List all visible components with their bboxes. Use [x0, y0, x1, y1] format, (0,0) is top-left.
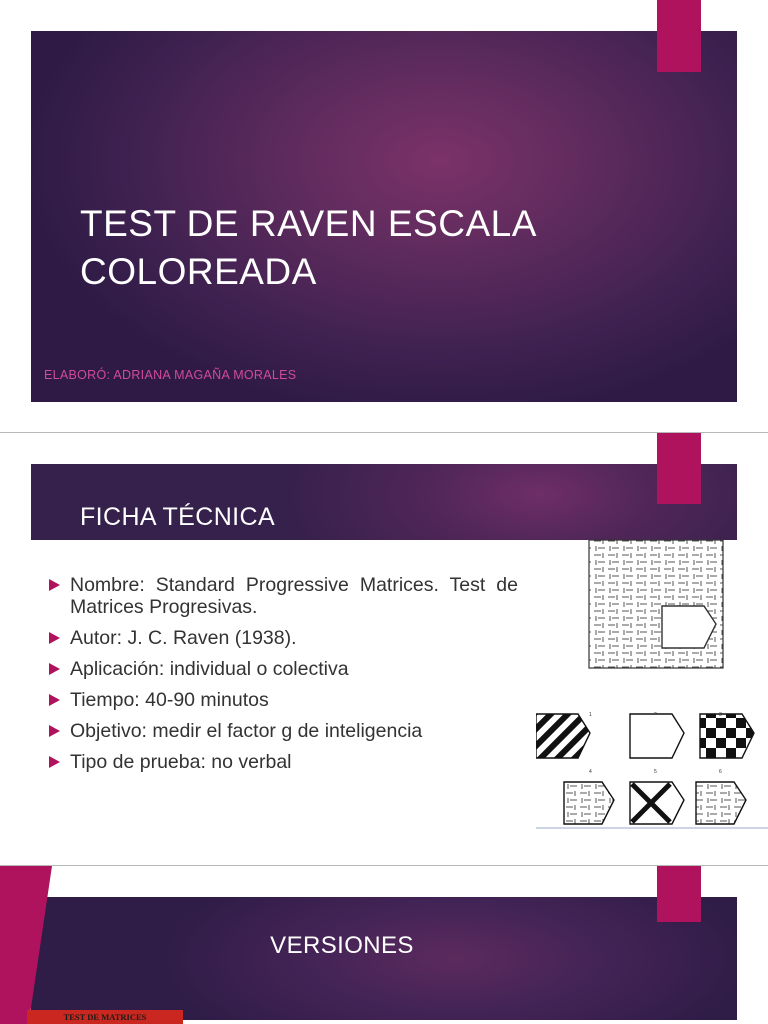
author-credit: ELABORÓ: ADRIANA MAGAÑA MORALES	[44, 368, 297, 382]
option-number: 6	[719, 769, 722, 775]
list-item: Objetivo: medir el factor g de inteligencia	[48, 720, 518, 742]
option-6-shape	[696, 782, 746, 824]
option-5-shape	[630, 782, 684, 824]
thumbnail-caption: TEST DE MATRICES	[63, 1012, 147, 1022]
list-item: Autor: J. C. Raven (1938).	[48, 627, 518, 649]
slide-title	[0, 0, 768, 432]
option-number: 5	[654, 769, 657, 775]
accent-tab	[657, 0, 701, 72]
list-item: Nombre: Standard Progressive Matrices. Test de Matrices Progresivas.	[48, 574, 518, 618]
missing-piece	[662, 606, 716, 648]
accent-tab	[657, 433, 701, 504]
accent-tab	[657, 866, 701, 922]
title-line-2: COLOREADA	[80, 251, 317, 292]
slide-title: VERSIONES	[270, 932, 414, 959]
bullet-arrow-icon	[49, 579, 60, 591]
bullet-arrow-icon	[49, 756, 60, 768]
list-item: Tipo de prueba: no verbal	[48, 751, 518, 773]
option-1-shape	[536, 714, 590, 758]
option-4-shape	[564, 782, 614, 824]
presentation-title	[80, 200, 700, 296]
option-2-shape	[630, 714, 684, 758]
bullet-arrow-icon	[49, 632, 60, 644]
option-3-shape	[700, 714, 754, 758]
title-line-1: TEST DE RAVEN ESCALA	[80, 203, 537, 244]
bullet-arrow-icon	[49, 663, 60, 675]
slide-versiones	[0, 866, 768, 1024]
option-number: 4	[589, 769, 592, 775]
raven-matrix-figure	[536, 538, 768, 833]
slide-ficha-tecnica	[0, 433, 768, 865]
slide-title: FICHA TÉCNICA	[80, 503, 276, 531]
list-item: Tiempo: 40-90 minutos	[48, 689, 518, 711]
option-number: 1	[589, 712, 592, 718]
bullet-arrow-icon	[49, 725, 60, 737]
list-item: Aplicación: individual o colectiva	[48, 658, 518, 680]
thumbnail-image	[27, 1010, 183, 1024]
bullet-arrow-icon	[49, 694, 60, 706]
matrix-pattern	[589, 540, 723, 668]
bullet-list	[48, 574, 518, 782]
